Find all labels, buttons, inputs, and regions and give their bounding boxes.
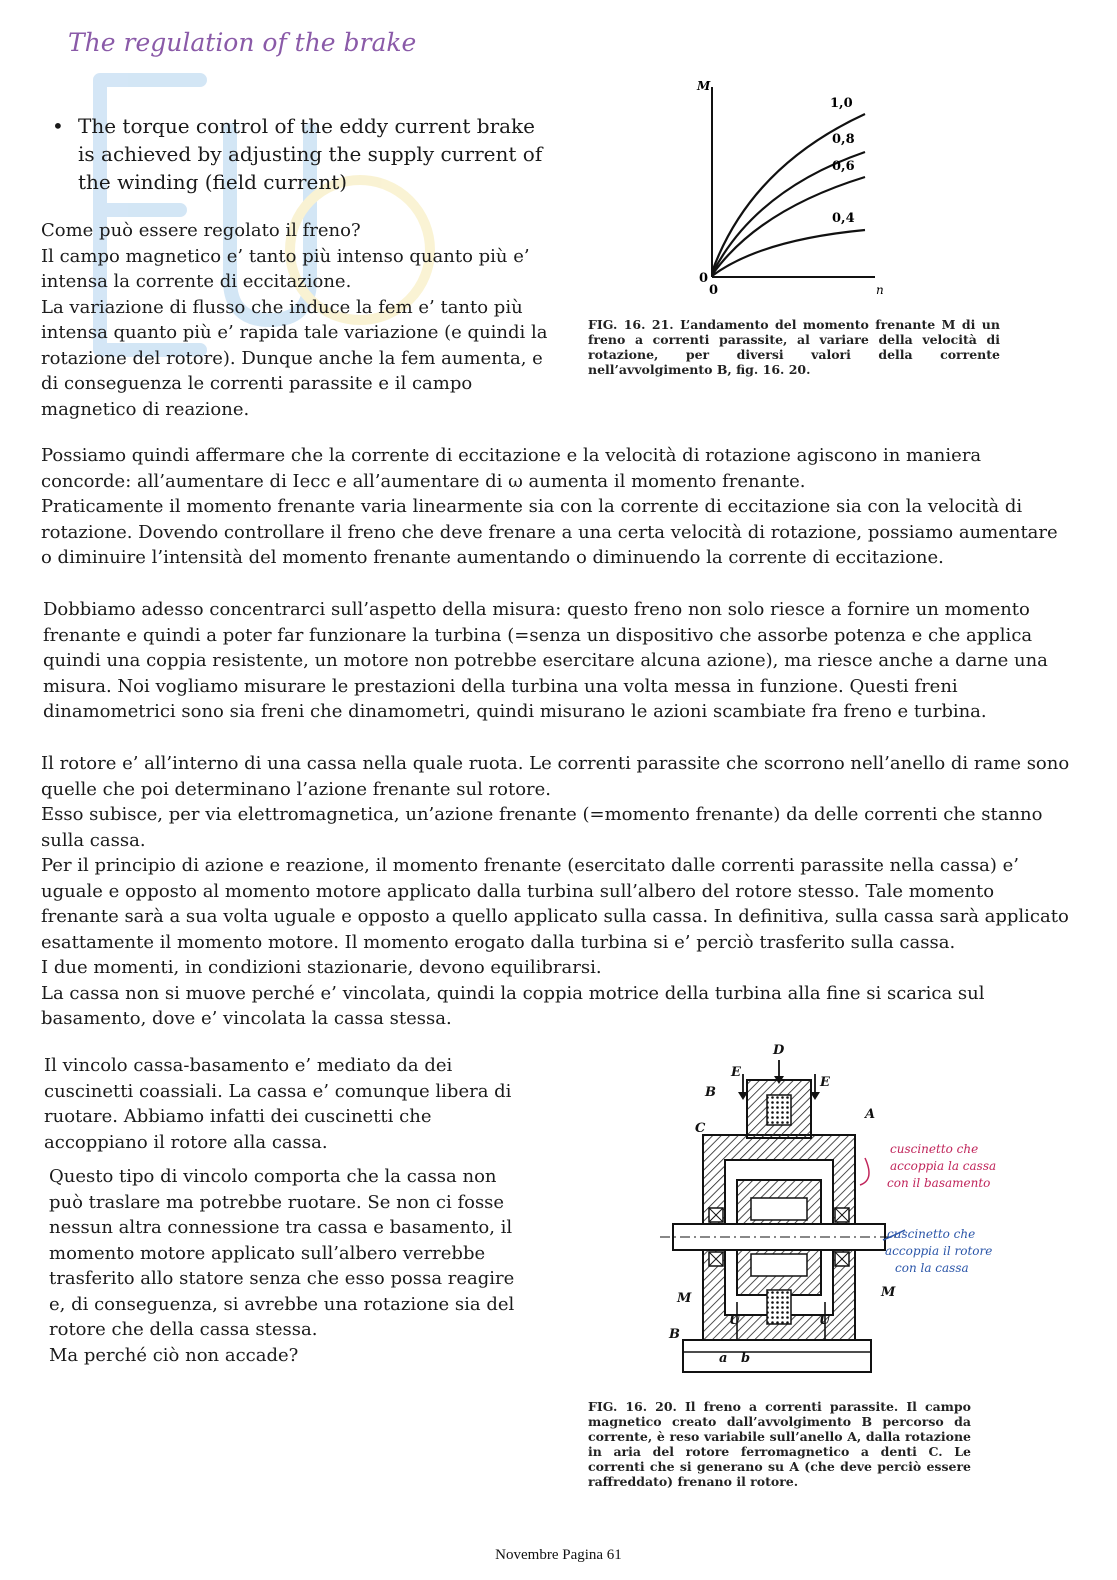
bullet-text: The torque control of the eddy current brake is achieved by adjusting the supply current of the winding (field current): [78, 114, 543, 194]
paragraph-line: Esso subisce, per via elettromagnetica, un’azione frenante (=momento frenante) da delle correnti che stanno sulla cassa.: [41, 804, 1043, 851]
bullet-item: [52, 112, 552, 196]
page-title: The regulation of the brake: [68, 28, 417, 57]
axis-label-m: M: [697, 79, 711, 93]
paragraph-constraint: [49, 1164, 529, 1368]
paragraph-bearing: Il vincolo cassa-basamento e’ mediato da dei cuscinetti coassiali. La cassa e’ comunque libera di ruotare. Abbiamo infatti dei cuscinetti che accoppiano il rotore alla cassa.: [44, 1055, 512, 1153]
handwritten-note-blue: con la cassa: [895, 1261, 969, 1275]
paragraph-line: Possiamo quindi affermare che la corrente di eccitazione e la velocità di rotazione agiscono in maniera concorde: all’aumentare di Iecc e all’aumentare di ω aumenta il momento frenante.: [41, 445, 982, 492]
paragraph-measure: Dobbiamo adesso concentrarci sull’aspetto della misura: questo freno non solo riesce a fornire un momento frenante e quindi a poter far funzionare la turbina (=senza un dispositivo che assorbe potenza e che applica quindi una coppia resistente, un motore non potrebbe esercitare alcuna azione), ma riesce anche a darne una misura. Noi vogliamo misurare le prestazioni della turbina una volta messa in funzione. Questi freni dinamometrici sono sia freni che dinamometri, quindi misurano le azioni scambiate fra freno e turbina.: [43, 599, 1048, 722]
paragraph-concord: [41, 443, 1071, 571]
paragraph-line: Praticamente il momento frenante varia linearmente sia con la corrente di eccitazione sia con la velocità di rotazione. Dovendo controllare il freno che deve frenare a una certa velocità di rotazione, possiamo aumentare o diminuire l’intensità del momento frenante aumentando o diminuendo la corrente di eccitazione.: [41, 496, 1058, 568]
handwritten-note-blue: accoppia il rotore: [885, 1244, 993, 1258]
paragraph-line: Come può essere regolato il freno?: [41, 220, 361, 241]
figure-label: U: [819, 1313, 831, 1328]
handwritten-note-red: cuscinetto che: [890, 1142, 979, 1156]
curve-label: 0,6: [832, 159, 855, 174]
paragraph-regulation: [41, 218, 561, 422]
figure-label: U: [729, 1313, 741, 1328]
page-footer: Novembre Pagina 61: [495, 1547, 622, 1563]
handwritten-note-red: con il basamento: [887, 1176, 991, 1190]
handwritten-note-blue: cuscinetto che: [887, 1227, 976, 1241]
figure-label: b: [741, 1351, 751, 1366]
curve-label: 1,0: [830, 96, 853, 111]
figure-label: C: [695, 1121, 706, 1136]
figure-label: D: [773, 1043, 785, 1058]
figure-label: B: [705, 1085, 716, 1100]
origin-label-y: 0: [699, 271, 709, 286]
paragraph-line: La cassa non si muove perché e’ vincolata, quindi la coppia motrice della turbina alla fine si scarica sul basamento, dove e’ vincolata la cassa stessa.: [41, 982, 985, 1029]
figure-label: E: [820, 1075, 830, 1090]
figure-label: a: [719, 1351, 728, 1366]
paragraph-line: Questo tipo di vincolo comporta che la cassa non può traslare ma potrebbe ruotare. Se non ci fosse nessun altra connessione tra cassa e basamento, il momento motore applicato sull’albero verrebbe trasferito allo statore senza che esso possa reagire e, di conseguenza, si avrebbe una rotazione sia del rotore che della cassa stessa.: [49, 1166, 515, 1340]
paragraph-line: La variazione di flusso che induce la fem e’ tanto più intensa quanto più e’ rapida tale variazione (e quindi la rotazione del rotore). Dunque anche la fem aumenta, e di conseguenza le correnti parassite e il campo magnetico di reazione.: [41, 296, 548, 420]
figure-label: E: [731, 1065, 741, 1080]
paragraph-line: I due momenti, in condizioni stazionarie, devono equilibrarsi.: [41, 957, 602, 978]
curve-label: 0,8: [832, 132, 855, 147]
paragraph-line: Il campo magnetico e’ tanto più intenso quanto più e’ intensa la corrente di eccitazione.: [41, 245, 530, 292]
axis-label-n: n: [876, 283, 884, 297]
curve-label: 0,4: [832, 211, 855, 226]
figure-caption-16-21: FIG. 16. 21. L’andamento del momento frenante M di un freno a correnti parassite, al variare della velocità di rotazione, per diversi valori della corrente nell’avvolgimento B, fig. 16. 20.: [588, 317, 1000, 377]
brake-cross-section-figure: [655, 1040, 1015, 1385]
figure-label: A: [865, 1107, 876, 1122]
base-plate: [683, 1340, 871, 1372]
paragraph-line: Il rotore e’ all’interno di una cassa nella quale ruota. Le correnti parassite che scorrono nell’anello di rame sono quelle che poi determinano l’azione frenante sul rotore.: [41, 753, 1070, 800]
figure-label: M: [677, 1291, 692, 1306]
bullet-dot: •: [52, 114, 64, 138]
paragraph-line: Ma perché ciò non accade?: [49, 1344, 299, 1366]
figure-label: B: [669, 1327, 680, 1342]
origin-label-x: 0: [709, 283, 719, 298]
paragraph-rotor: [41, 751, 1071, 1032]
torque-speed-graph: [680, 72, 884, 298]
figure-label: M: [881, 1285, 896, 1300]
paragraph-line: Per il principio di azione e reazione, il momento frenante (esercitato dalle correnti parassite nella cassa) e’ uguale e opposto al momento motore applicato dalla turbina sull’albero del rotore stesso. Tale momento frenante sarà a sua volta uguale e opposto a quello applicato sulla cassa. In definitiva, sulla cassa sarà applicato esattamente il momento motore. Il momento erogato dalla turbina si e’ perciò trasferito sulla cassa.: [41, 855, 1069, 953]
figure-caption-16-20: FIG. 16. 20. Il freno a correnti parassite. Il campo magnetico creato dall’avvolgimento B percorso da corrente, è reso variabile sull’anello A, dalla rotazione in aria del rotore ferromagnetico a denti C. Le correnti che si generano su A (che deve perciò essere raffreddato) frenano il rotore.: [588, 1399, 971, 1489]
handwritten-note-red: accoppia la cassa: [890, 1159, 997, 1173]
